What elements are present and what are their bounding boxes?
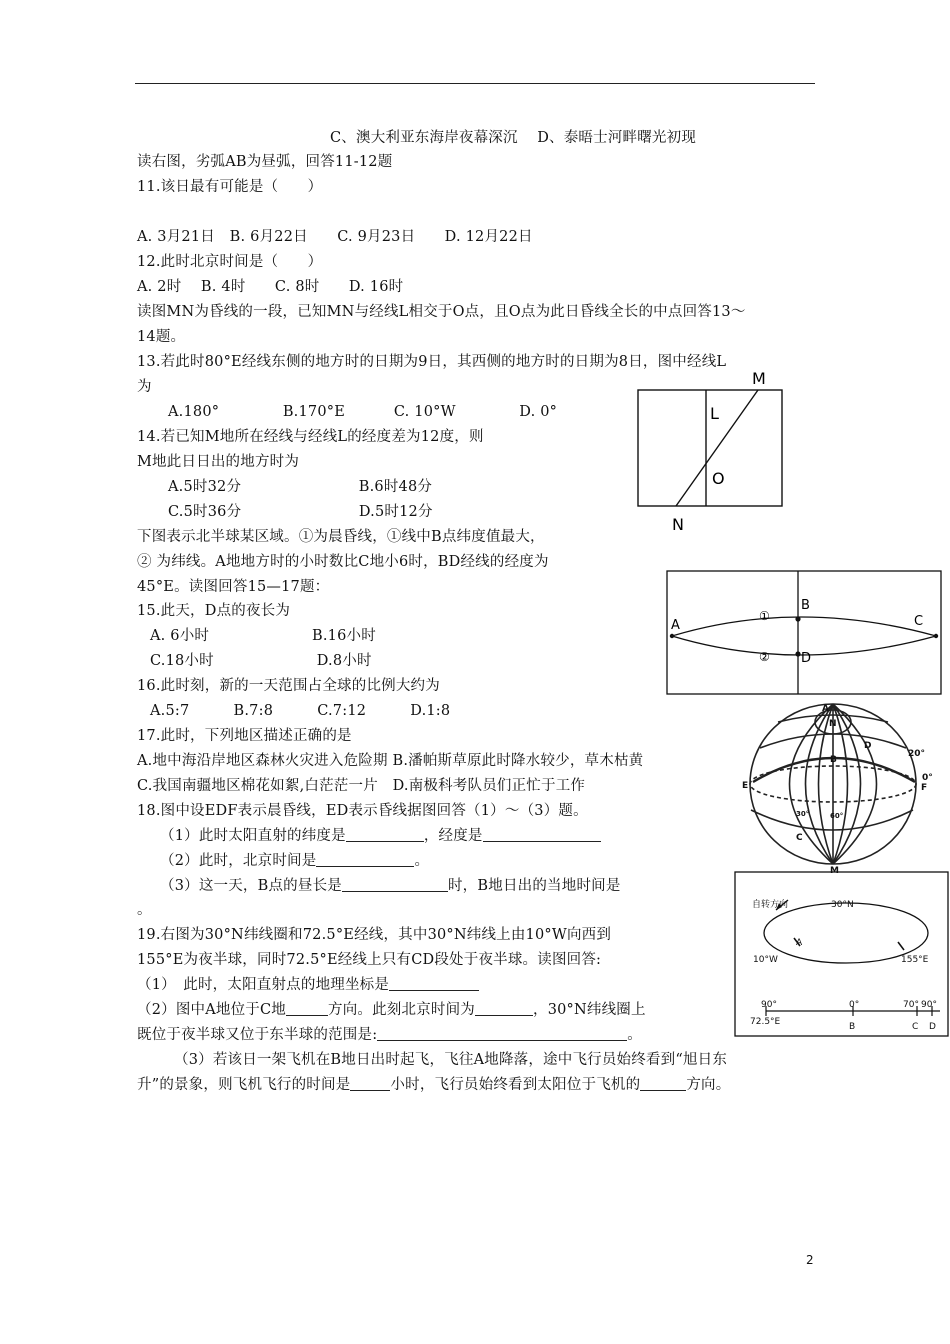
q18-part1: （1）此时太阳直射的纬度是 ，经度是 [160,826,601,846]
intro-15-17-b: ② 为纬线。A地地方时的小时数比C地小6时，BD经线的经度为 [137,554,549,570]
q19-part3: （3）若该日一架飞机在B地日出时起飞，飞往A地降落，途中飞行员始终看到“旭日东 [174,1052,728,1068]
label-72-5e: 72.5°E [750,1017,781,1027]
label-e: E [742,781,749,791]
q18-stem: 18.图中设EDF表示晨昏线，ED表示昏线据图回答（1）～（3）题。 [137,803,588,819]
label-o: O [712,469,725,488]
intro-11-12: 读右图，劣弧AB为昼弧，回答11-12题 [137,154,393,170]
tick-0: 0° [849,1000,860,1010]
label-60deg: 60° [830,812,844,820]
q12-stem: 12.此时北京时间是（ ） [137,254,323,270]
q14-options-cd: C.5时36分 D.5时12分 [168,504,433,520]
label-m: M [830,866,839,876]
tick-90-left: 90° [761,1000,777,1010]
q19-part1: （1） 此时，太阳直射点的地理坐标是 [137,975,479,995]
q18-part3-end: 。 [137,902,152,918]
label-c: C [912,1022,919,1032]
label-n: N [672,515,684,534]
label-d: D [801,651,812,666]
q16-stem: 16.此时刻，新的一天范围占全球的比例大约为 [137,678,440,694]
label-a: A [671,618,680,633]
figure-ab-arc [666,570,942,696]
q17-options-ab: A.地中海沿岸地区森林火灾进入危险期 B.潘帕斯草原此时降水较少，草木枯黄 [137,753,644,769]
q18-part3: （3）这一天，B点的昼长是 时，B地日出的当地时间是 [160,878,621,894]
q11-options: A. 3月21日 B. 6月22日 C. 9月23日 D. 12月22日 [137,229,533,245]
q17-stem: 17.此时，下列地区描述正确的是 [137,728,352,744]
figure-mn-dusk-line [630,366,790,536]
label-0deg: 0° [922,773,933,783]
q19-part3-cont: 升”的景象，则飞机飞行的时间是 小时，飞行员始终看到太阳位于飞机的 方向。 [137,1077,731,1093]
q19-stem: 19.右图为30°N纬线圈和72.5°E经线，其中30°N纬线上由10°W向西到 [137,927,612,943]
q19-part2-cont: 既位于夜半球又位于东半球的范围是: 。 [137,1027,642,1043]
label-d: D [864,741,872,751]
label-l: L [710,404,719,423]
q14-stem-cont: M地此日日出的地方时为 [137,454,300,470]
intro-15-17: 下图表示北半球某区域。①为晨昏线，①线中B点纬度值最大， [137,529,545,545]
q13-stem-cont: 为 [137,379,152,395]
intro-13-14: 读图MN为昏线的一段，已知MN与经线L相交于O点，且O点为此日昏线全长的中点回答13～ [137,304,746,320]
q19-stem-cont: 155°E为夜半球，同时72.5°E经线上只有CD段处于夜半球。读图回答: [137,952,602,968]
q14-options-ab: A.5时32分 B.6时48分 [168,479,433,495]
q12-options: A. 2时 B. 4时 C. 8时 D. 16时 [137,279,404,295]
q15-options-ab: A. 6小时 B.16小时 [150,628,376,644]
label-30n: 30°N [831,900,854,910]
label-30deg: 30° [796,810,810,818]
intro-13-14-cont: 14题。 [137,329,186,345]
label-rotation: 自转方向 [752,900,789,910]
page-number: 2 [806,1253,814,1267]
header-rule [135,83,815,84]
label-c: C [796,833,803,843]
tick-70: 70° [903,1000,919,1010]
q16-options: A.5:7 B.7:8 C.7:12 D.1:8 [150,703,451,719]
label-m: M [752,369,766,388]
q15-options-cd: C.18小时 D.8小时 [150,653,372,669]
label-a: A [796,938,803,948]
label-155e: 155°E [901,955,929,965]
q14-stem: 14.若已知M地所在经线与经线L的经度差为12度，则 [137,429,484,445]
q13-stem: 13.若此时80°E经线东侧的地方时的日期为9日，其西侧的地方时的日期为8日，图中经线L [137,354,727,370]
q11-stem: 11.该日最有可能是（ ） [137,179,323,195]
q19-part2: （2）图中A地位于C地 方向。此刻北京时间为 ，30°N纬线圈上 [137,1002,646,1018]
label-a: A [822,704,829,714]
label-n: N [829,719,837,729]
q17-options-cd: C.我国南疆地区棉花如絮,白茫茫一片 D.南极科考队员们正忙于工作 [137,778,586,794]
figure-globe [738,700,938,875]
label-circle-two: ② [759,650,770,664]
q13-options: A.180° B.170°E C. 10°W D. 0° [168,404,558,420]
label-b: B [801,598,810,613]
tick-90-right: 90° [921,1000,937,1010]
label-d: D [929,1022,936,1032]
label-b: B [849,1022,856,1032]
q18-part2: （2）此时，北京时间是 。 [160,853,430,869]
intro-15-17-c: 45°E。读图回答15—17题： [137,579,330,595]
label-circle-one: ① [759,609,770,623]
q15-stem: 15.此天，D点的夜长为 [137,603,291,619]
label-f: F [921,783,928,793]
label-20deg: 20° [908,749,926,759]
q10-options: C、澳大利亚东海岸夜幕深沉 D、泰晤士河畔曙光初现 [330,130,697,146]
label-10w: 10°W [753,955,778,965]
label-b: B [830,755,837,765]
figure-latitude-circle [734,871,950,1039]
label-c: C [914,614,924,629]
